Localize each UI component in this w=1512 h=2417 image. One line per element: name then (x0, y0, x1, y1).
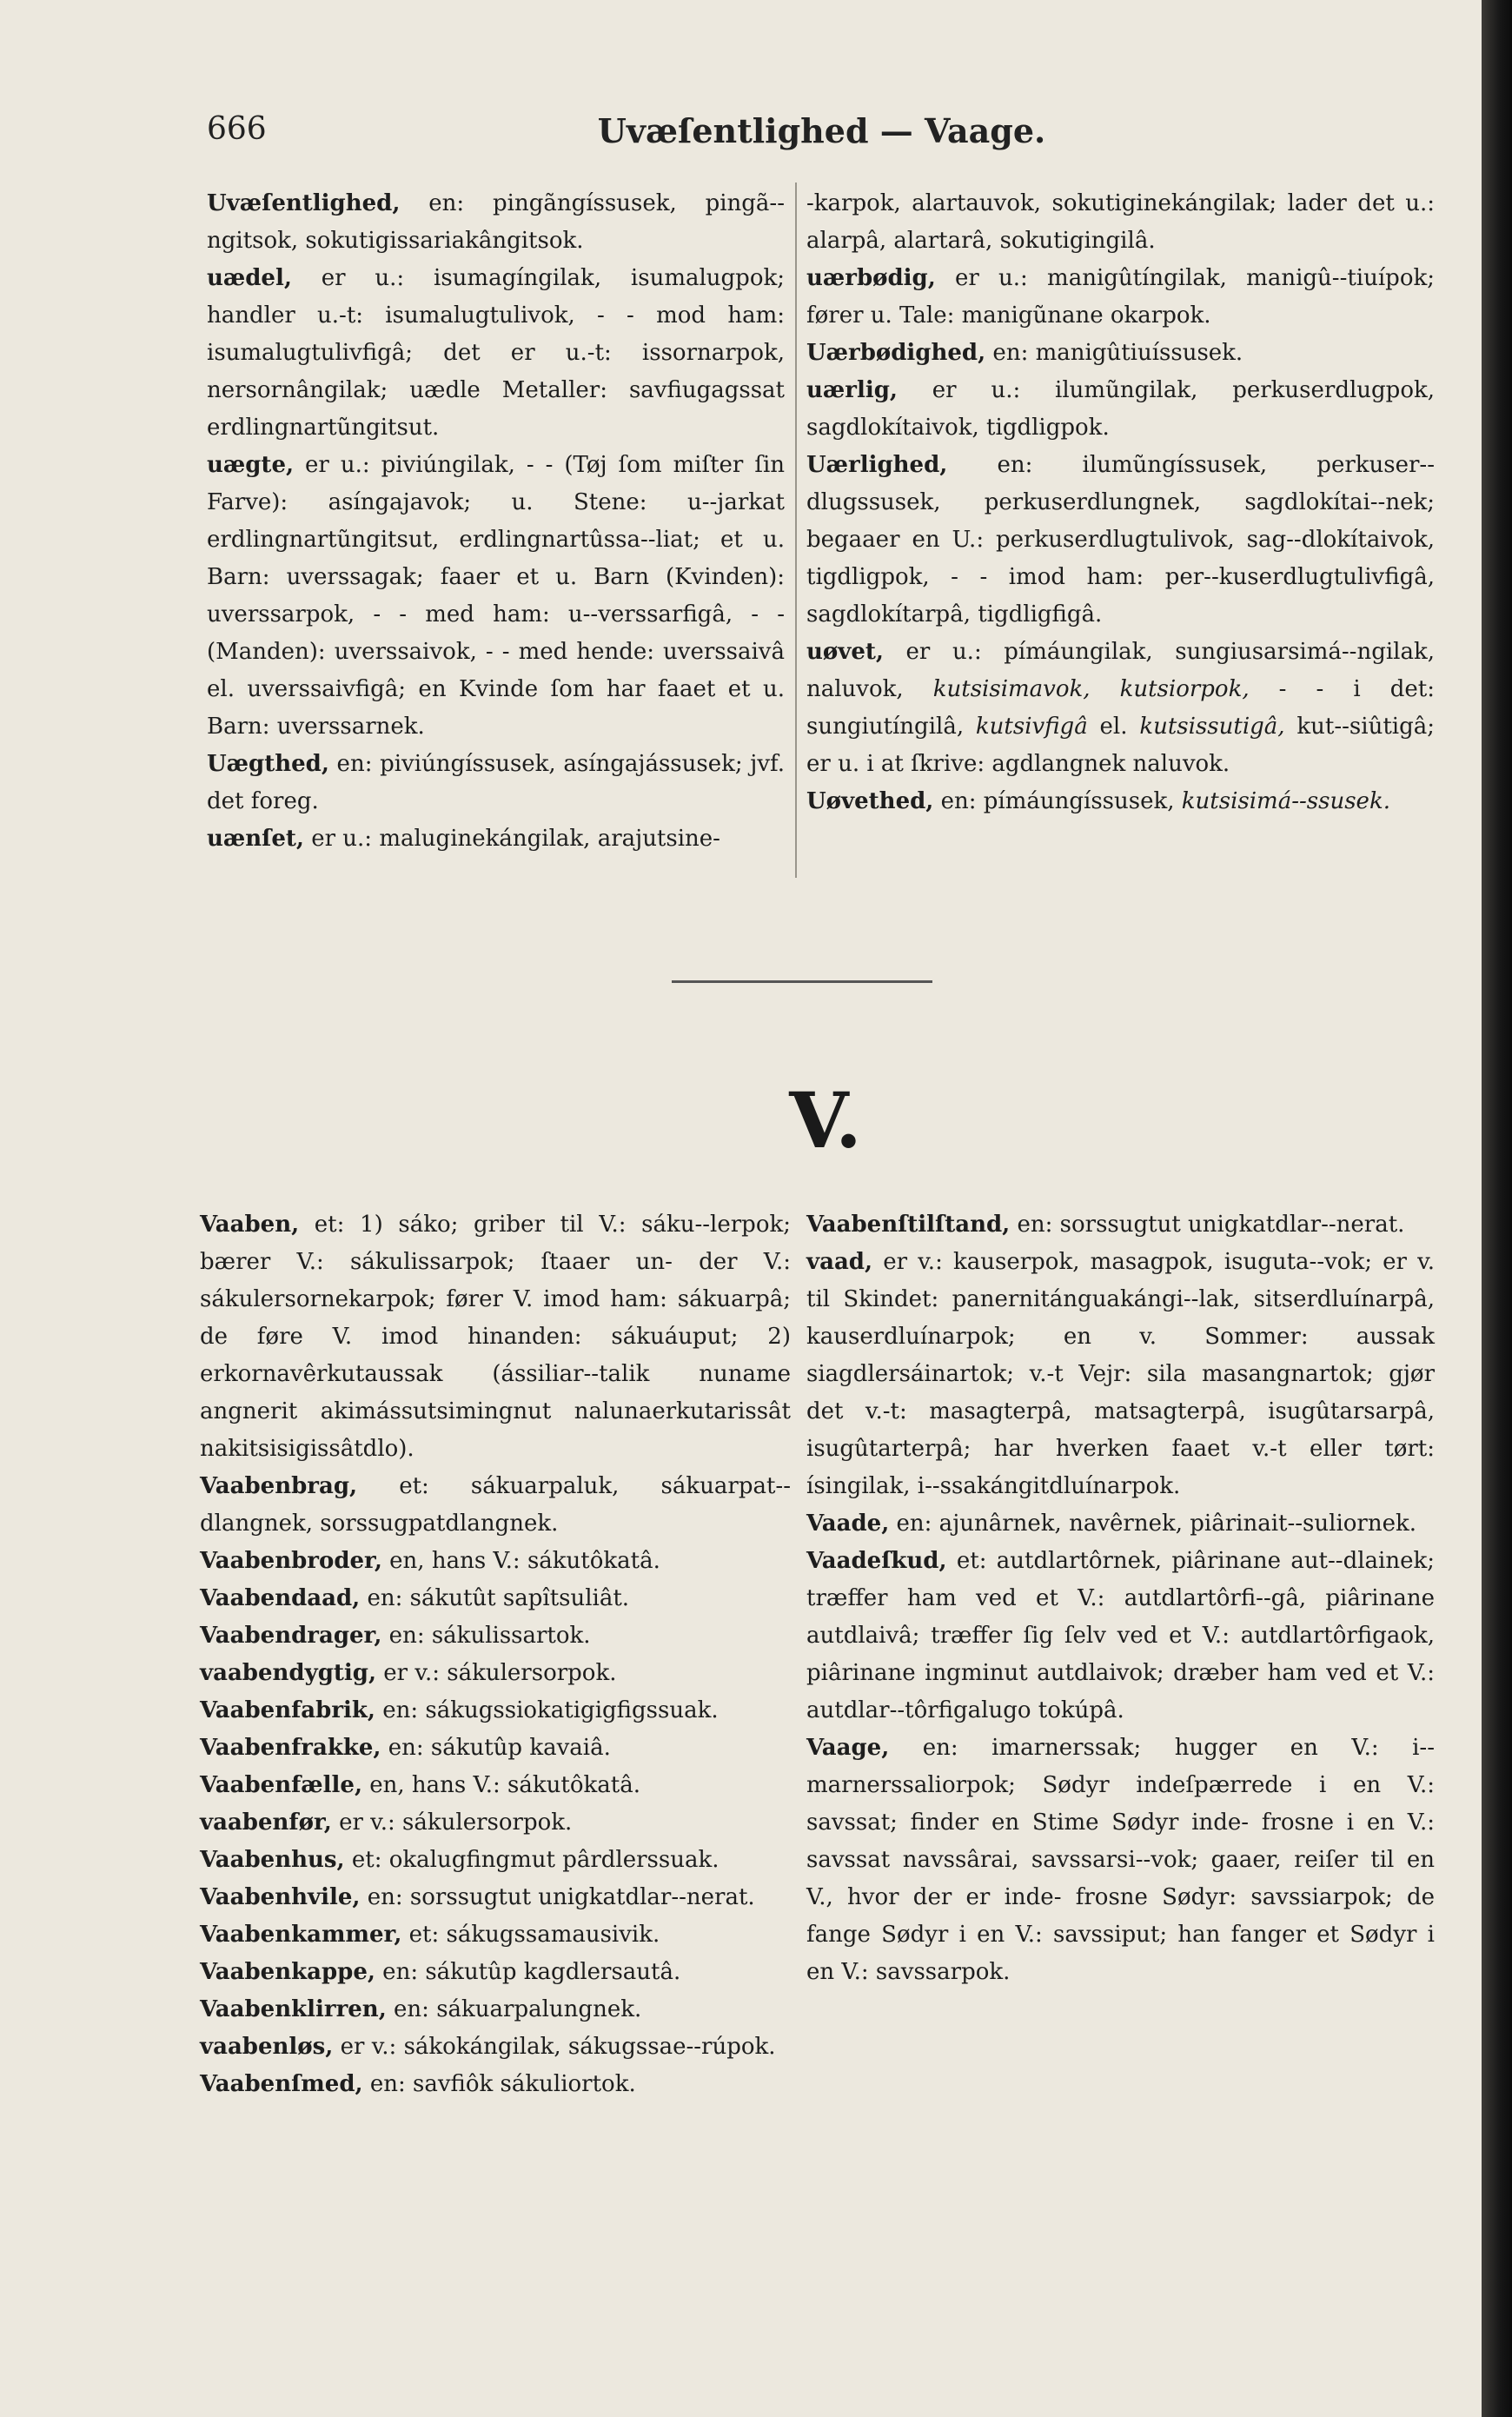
page-header (207, 111, 1436, 163)
definition-text: en: pingãngíssusek, pingã--ngitsok, sokutigissariakângitsok. (207, 190, 785, 254)
headword: uærbødig, (806, 265, 936, 291)
italic-gloss: kutsisimavok, kutsiorpok, (932, 676, 1250, 702)
headword: Vaabendaad, (200, 1585, 361, 1611)
definition-text: -karpok, alartauvok, sokutiginekángilak; lader det u.: alarpâ, alartarâ, sokutigingilâ. (806, 190, 1435, 254)
definition-text: en: sákulissartok. (381, 1623, 591, 1649)
definition-text: en: ilumũngíssusek, perkuser--dlugssusek, perkuserdlungnek, sagdlokítai--nek; begaaer en U.: perkuserdlugtulivok, sag--dlokítaivok, tigdligpok, - - imod ham: per--kuserdlugtulivfigâ, sagdlokítarpâ, tigdligfigâ. (806, 452, 1435, 627)
book-spine-edge (1482, 0, 1512, 2417)
italic-gloss: kutsivfigâ (975, 714, 1088, 740)
dictionary-entry (806, 185, 1435, 260)
headword: vaabenfør, (200, 1809, 332, 1836)
dictionary-entry (207, 260, 785, 447)
definition-text: en, hans V.: sákutôkatâ. (381, 1548, 660, 1574)
dictionary-entry (806, 335, 1435, 372)
dictionary-entry (806, 1730, 1435, 1991)
dictionary-entry (200, 1543, 791, 1580)
headword: Vaabenkappe, (200, 1959, 375, 1985)
dictionary-entry (200, 2066, 791, 2103)
headword: Vaabenſmed, (200, 2071, 363, 2097)
section-letter: V. (789, 1075, 862, 1165)
definition-text: et: sákugssamausivik. (401, 1922, 660, 1948)
headword: Vaage, (806, 1735, 890, 1761)
definition-text: kut--siûtigâ; er u. i at ſkrive: agdlangnek naluvok. (806, 714, 1435, 777)
definition-text: er u.: isumagíngilak, isumalugpok; handler u.-t: isumalugtulivok, - - mod ham: isumalugtulivfigâ; det er u.-t: issornarpok, nersornângilak; uædle Metaller: savfiugagssat erdlingnartũngitsut. (207, 265, 785, 441)
italic-gloss: kutsissutigâ, (1139, 714, 1285, 740)
dictionary-entry (200, 1692, 791, 1730)
definition-text: en: manigûtiuíssusek. (985, 340, 1243, 366)
definition-text: en: ajunârnek, navêrnek, piârinait--suliornek. (889, 1511, 1416, 1537)
definition-text: en: imarnerssak; hugger en V.: i--marnerssaliorpok; Sødyr indeſpærrede i en V.: savssat; finder en Stime Sødyr inde- frosne i en V.: savssat navssârai, savssarsi--vok; gaaer, reiſer til en V., hvor der er inde- frosne Sødyr: savssiarpok; de fange Sødyr i en V.: savssiput; han fanger et Sødyr i en V.: savssarpok. (806, 1735, 1435, 1985)
dictionary-entry (200, 1730, 791, 1767)
dictionary-entry (200, 1954, 791, 1991)
headword: Vaabenbroder, (200, 1548, 382, 1574)
column-bottom-left (200, 1206, 791, 2103)
dictionary-entry (207, 820, 785, 858)
dictionary-entry (200, 1842, 791, 1879)
definition-text: er u.: manigûtíngilak, manigû--tiuípok; fører u. Tale: manigũnane okarpok. (806, 265, 1435, 329)
dictionary-entry (806, 1244, 1435, 1505)
definition-text: er v.: sákokángilak, sákugssae--rúpok. (333, 2034, 776, 2060)
dictionary-entry (806, 1505, 1435, 1543)
section-rule (672, 980, 932, 983)
column-top-left (207, 185, 785, 858)
headword: Vaabenklirren, (200, 1996, 387, 2022)
definition-text: et: 1) sáko; griber til V.: sáku--lerpok; bærer V.: sákulissarpok; ſtaaer un- der V.: sákulersornekarpok; fører V. imod ham: sákuarpâ; de føre V. imod hinanden: sákuáuput; 2) erkornavêrkutaussak (ássiliar--talik nuname angnerit akimássutsimingnut nalunaerkutarissât nakitsisigissâtdlo). (200, 1212, 791, 1462)
definition-text: er v.: sákulersorpok. (331, 1809, 573, 1836)
definition-text: en: sorssugtut unigkatdlar--nerat. (1010, 1212, 1405, 1238)
definition-text: er u.: ilumũngilak, perkuserdlugpok, sagdlokítaivok, tigdligpok. (806, 377, 1435, 441)
dictionary-entry (806, 1543, 1435, 1730)
headword: Uærlighed, (806, 452, 948, 478)
dictionary-entry (200, 1767, 791, 1804)
headword: vaabendygtig, (200, 1660, 377, 1686)
headword: Vaabenhvile, (200, 1884, 361, 1910)
dictionary-entry (806, 447, 1435, 634)
definition-text: en: sákutûp kagdlersautâ. (375, 1959, 681, 1985)
dictionary-entry (200, 1206, 791, 1468)
dictionary-entry (200, 1991, 791, 2029)
dictionary-entry (200, 1804, 791, 1842)
definition-text: et: autdlartôrnek, piârinane aut--dlainek; træffer ham ved et V.: autdlartôrfi--gâ, piârinane autdlaivâ; træffer ſig ſelv ved et V.: autdlartôrfigaok, piârinane ingminut autdlaivok; dræber ham ved et V.: autdlar--tôrfigalugo tokúpâ. (806, 1548, 1435, 1723)
definition-text: er u.: pímáungilak, sungiusarsimá--ngilak, naluvok, (806, 639, 1435, 702)
dictionary-entry (207, 185, 785, 260)
definition-text: en: sákugssiokatigigfigssuak. (375, 1697, 719, 1723)
headword: Uærbødighed, (806, 340, 986, 366)
headword: Vaabenbrag, (200, 1473, 358, 1499)
headword: Vaabenfabrik, (200, 1697, 375, 1723)
dictionary-entry (200, 1879, 791, 1916)
definition-text: et: sákuarpaluk, sákuarpat--dlangnek, sorssugpatdlangnek. (200, 1473, 791, 1537)
dictionary-entry (200, 1580, 791, 1617)
column-divider (795, 183, 797, 878)
definition-text: en: sákutût sapîtsuliât. (360, 1585, 630, 1611)
definition-text: er v.: kauserpok, masagpok, isuguta--vok; er v. til Skindet: panernitánguakángi--lak, sitserdluínarpâ, kauserdluínarpok; en v. Sommer: aussak siagdlersáinartok; v.-t Vejr: sila masangnartok; gjør det v.-t: masagterpâ, matsagterpâ, isugûtarsarpâ, isugûtarterpâ; har hverken faaet v.-t eller tørt: ísingilak, i--ssakángitdluínarpok. (806, 1249, 1435, 1499)
dictionary-entry (200, 1617, 791, 1655)
headword: Uøvethed, (806, 788, 934, 814)
definition-text: er u.: piviúngilak, - - (Tøj ſom miſter ſin Farve): asíngajavok; u. Stene: u--jarkat erdlingnartũngitsut, erdlingnartûssa--liat; et u. Barn: uverssagak; faaer et u. Barn (Kvinden): uverssarpok, - - med ham: u--verssarfigâ, - - (Manden): uverssaivok, - - med hende: uverssaivâ el. uverssaivfigâ; en Kvinde ſom har faaet et u. Barn: uverssarnek. (207, 452, 785, 740)
headword: Vaabenfrakke, (200, 1735, 381, 1761)
dictionary-entry (200, 1916, 791, 1954)
headword: Vaabenkammer, (200, 1922, 402, 1948)
dictionary-entry (200, 2029, 791, 2066)
italic-gloss: kutsisimá--ssusek. (1181, 788, 1390, 814)
dictionary-entry (200, 1655, 791, 1692)
definition-text: et: okalugfingmut pârdlerssuak. (344, 1847, 720, 1873)
dictionary-entry (806, 372, 1435, 447)
dictionary-entry (200, 1468, 791, 1543)
dictionary-entry (207, 746, 785, 820)
headword: Vaabenſtilſtand, (806, 1212, 1011, 1238)
headword: Vaaben, (200, 1212, 300, 1238)
headword: Uvæſentlighed, (207, 190, 401, 216)
running-head: Uvæſentlighed — Vaage. (597, 111, 1046, 150)
column-top-right (806, 185, 1435, 820)
headword: Vaabendrager, (200, 1623, 382, 1649)
headword: vaad, (806, 1249, 873, 1275)
definition-text: en: sákutûp kavaiâ. (381, 1735, 611, 1761)
definition-text: en: pímáungíssusek, (933, 788, 1182, 814)
definition-text: en, hans V.: sákutôkatâ. (362, 1772, 640, 1798)
headword: Uægthed, (207, 751, 329, 777)
definition-text: - - i det: sungiutíngilâ, (806, 676, 1436, 740)
headword: uænſet, (207, 826, 304, 852)
definition-text: en: sorssugtut unigkatdlar--nerat. (360, 1884, 755, 1910)
dictionary-entry (806, 260, 1435, 335)
headword: Vaadeſkud, (806, 1548, 947, 1574)
headword: Vaabenfælle, (200, 1772, 362, 1798)
definition-text: er u.: maluginekángilak, arajutsine- (303, 826, 720, 852)
definition-text: er v.: sákulersorpok. (376, 1660, 617, 1686)
definition-text: el. (1087, 714, 1140, 740)
definition-text: en: sákuarpalungnek. (386, 1996, 642, 2022)
headword: Vaabenhus, (200, 1847, 345, 1873)
column-bottom-right (806, 1206, 1435, 1991)
dictionary-entry (806, 634, 1435, 783)
headword: uægte, (207, 452, 295, 478)
dictionary-entry (806, 783, 1435, 820)
headword: uøvet, (806, 639, 884, 665)
dictionary-entry (207, 447, 785, 746)
definition-text: en: piviúngíssusek, asíngajássusek; jvf. det foreg. (207, 751, 785, 814)
headword: uærlig, (806, 377, 898, 403)
headword: uædel, (207, 265, 292, 291)
headword: vaabenløs, (200, 2034, 334, 2060)
headword: Vaade, (806, 1511, 890, 1537)
definition-text: en: savfiôk sákuliortok. (362, 2071, 636, 2097)
dictionary-entry (806, 1206, 1435, 1244)
page-number: 666 (207, 111, 267, 147)
